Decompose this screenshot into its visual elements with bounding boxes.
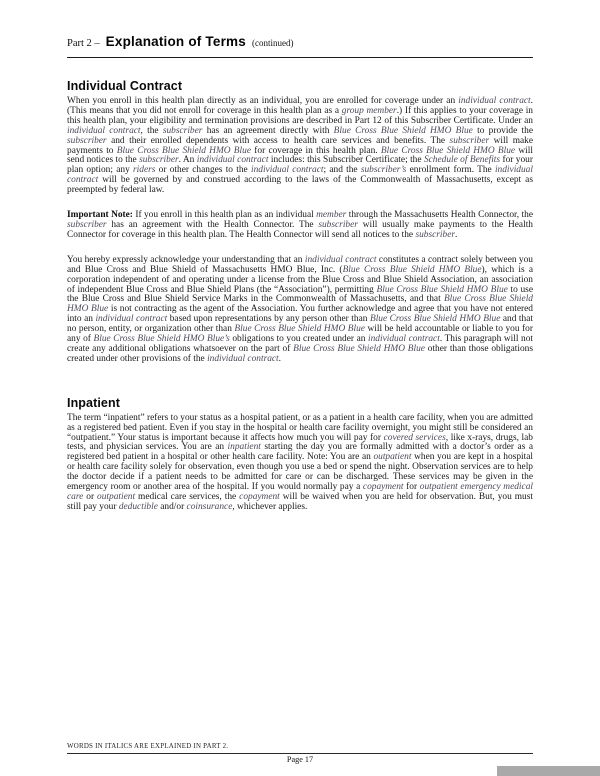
italic-term: subscriber: [162, 125, 203, 136]
text-segment: and their enrolled dependents with access to health care services and benefits. The: [106, 135, 450, 146]
italic-term: inpatient: [227, 442, 261, 453]
italic-term: group member: [341, 105, 397, 116]
text-segment: will usually make payments to the Health Connector for coverage in this health plan. The Health Connector will send all notices to the: [67, 219, 533, 240]
italic-term: Blue Cross Blue Shield HMO Blue: [293, 343, 425, 354]
text-segment: to use the Blue Cross and Blue Shield Service Marks in the Commonwealth of Massachusetts, and that: [67, 284, 533, 305]
scrollbar-thumb[interactable]: [497, 766, 600, 776]
text-segment: or other changes to the: [155, 165, 251, 176]
bold-text: Important Note:: [67, 210, 133, 221]
text-segment: other than those obligations created under other provisions of the: [67, 343, 534, 364]
italic-term: Blue Cross Blue Shield HMO Blue: [376, 284, 508, 295]
italic-term: deductible: [118, 501, 158, 512]
text-segment: will be governed by and construed according to the laws of the Commonwealth of Massachusetts, except as preempted by federal law.: [67, 175, 533, 196]
italic-term: Blue Cross Blue Shield HMO Blue: [342, 264, 482, 275]
italic-term: Blue Cross Blue Shield HMO Blue: [234, 324, 365, 335]
italic-term: Blue Cross Blue Shield HMO Blue: [333, 125, 473, 136]
italic-term: individual contract: [304, 254, 377, 265]
text-segment: includes: this Subscriber Certificate; the: [268, 155, 424, 166]
text-segment: will be held accountable or liable to you for any of: [67, 324, 533, 345]
text-segment: and/or: [157, 501, 187, 512]
italic-term: Blue Cross Blue Shield HMO Blue: [116, 145, 251, 156]
text-segment: When you enroll in this health plan directly as an individual, you are enrolled for coverage under an: [67, 96, 459, 106]
text-segment: .) If this applies to your coverage in this health plan, your eligibility and termination provisions are described in Part 12 of this Subscriber Certificate. Under an: [67, 105, 533, 126]
italic-term: outpatient: [97, 492, 136, 502]
paragraph-important-note: [67, 211, 533, 241]
text-segment: The term “inpatient” refers to your status as a hospital patient, or as a patient in a health care facility, when you are admitted as a registered bed patient. Even if you stay in the hospital or health care facility overnight, you might still be considered an “outpatient.” Your status is important because it affects how much you will pay for: [67, 412, 533, 443]
italic-term: Blue Cross Blue Shield HMO Blue: [67, 294, 533, 315]
header-rule: [67, 57, 533, 58]
paragraph-individual-contract-1: [67, 97, 533, 196]
text-segment: based upon representations by any person other than: [167, 314, 370, 325]
italic-term: outpatient: [373, 452, 412, 463]
italic-term: Blue Cross Blue Shield HMO Blue’s: [93, 334, 230, 345]
italic-term: individual contract: [207, 353, 279, 364]
text-segment: . This paragraph will not create any additional obligations whatsoever on the part of: [67, 334, 533, 354]
italic-term: individual contract: [196, 155, 269, 166]
text-segment: starting the day you are formally admitted with a doctor’s order as a registered bed patient in a hospital or other health care facility. Note: You are an: [67, 442, 533, 463]
text-segment: .: [278, 353, 282, 364]
italic-term: individual contract: [368, 334, 440, 345]
text-segment: will be waived when you are held for observation. But, you must still pay your: [67, 492, 533, 512]
footer-rule: [67, 753, 533, 754]
section-heading-inpatient: Inpatient: [67, 395, 120, 410]
italic-term: member: [316, 210, 347, 221]
italic-term: subscriber: [67, 135, 107, 146]
text-segment: for coverage in this health plan.: [250, 145, 381, 156]
text-segment: ; and the: [323, 165, 361, 176]
text-segment: . (This means that you did not enroll for coverage in this health plan as a: [67, 96, 533, 116]
italic-term: individual contract: [67, 165, 533, 186]
text-segment: and that no person, entity, or organization other than: [67, 314, 533, 335]
italic-term: subscriber: [67, 219, 107, 230]
text-segment: .: [455, 229, 458, 240]
italic-term: coinsurance: [186, 501, 233, 512]
italics-note: WORDS IN ITALICS ARE EXPLAINED IN PART 2.: [67, 743, 229, 750]
text-segment: If you enroll in this health plan as an individual: [132, 210, 317, 221]
italic-term: individual contract: [458, 96, 531, 106]
text-segment: for: [403, 482, 420, 493]
section-heading-individual-contract: Individual Contract: [67, 79, 183, 93]
italic-term: copayment: [239, 492, 280, 502]
text-segment: , whichever applies.: [232, 501, 308, 512]
italic-term: subscriber: [139, 155, 179, 166]
text-segment: has an agreement with the Health Connector. The: [106, 219, 319, 230]
text-segment: enrollment form. The: [406, 165, 495, 176]
paragraph-individual-contract-acknowledgement: [67, 256, 533, 365]
text-segment: has an agreement directly with: [202, 125, 334, 136]
text-segment: for your plan option; any: [67, 155, 533, 176]
text-segment: when you are kept in a hospital or health care facility solely for observation, even though you use a bed or spend the night. Observation services are to help the doctor decide if a patient needs to be admitted for care or can be discharged. These services may be given in the emergency room or another area of the hospital. If you would normally pay a: [67, 452, 533, 493]
italic-term: subscriber’s: [360, 165, 407, 176]
part-label: Part 2 –: [67, 38, 100, 49]
italic-term: subscriber: [318, 219, 358, 230]
italic-term: riders: [133, 165, 156, 176]
text-segment: You hereby expressly acknowledge your understanding that an: [67, 254, 305, 265]
italic-term: outpatient emergency medical care: [67, 482, 533, 502]
italic-term: Schedule of Benefits: [423, 155, 501, 166]
text-segment: will make payments to: [67, 135, 533, 156]
text-segment: , like x-rays, drugs, lab tests, and physician services. You are an: [67, 432, 533, 453]
italic-term: Blue Cross Blue Shield HMO Blue: [369, 314, 501, 325]
italic-term: covered services: [383, 432, 446, 443]
text-segment: medical care services, the: [135, 492, 240, 502]
text-segment: , the: [140, 125, 163, 136]
italic-term: individual contract: [95, 314, 168, 325]
text-segment: through the Massachusetts Health Connector, the: [346, 210, 533, 221]
italic-term: Blue Cross Blue Shield HMO Blue: [380, 145, 516, 156]
page-number: Page 17: [286, 755, 314, 764]
italic-term: individual contract: [67, 125, 141, 136]
text-segment: will send notices to the: [67, 145, 533, 166]
page-footer: [67, 743, 533, 764]
italic-term: individual contract: [250, 165, 324, 176]
text-segment: constitutes a contract solely between you and Blue Cross and Blue Shield of Massachusetts HMO Blue, Inc. (: [67, 254, 533, 275]
text-segment: to provide the: [472, 125, 533, 136]
text-segment: obligations to you created under an: [229, 334, 368, 345]
horizontal-scrollbar[interactable]: [0, 766, 600, 776]
text-segment: is not contracting as the agent of the Association. You further acknowledge and agree that you have not entered into an: [67, 304, 533, 325]
italic-term: subscriber: [449, 135, 490, 146]
italic-term: subscriber: [415, 229, 456, 240]
page-header: [67, 34, 533, 52]
paragraph-inpatient: [67, 414, 533, 513]
text-segment: . An: [178, 155, 197, 166]
text-segment: ), which is a corporation independent of and operating under a license from the Blue Cross and Blue Shield Association, an association of independent Blue Cross and Blue Shield Plans (the “Association”), permitting: [67, 264, 533, 295]
italic-term: copayment: [362, 482, 404, 493]
header-continued: (continued): [251, 38, 294, 48]
text-segment: or: [83, 492, 98, 502]
header-title: Explanation of Terms: [105, 34, 246, 49]
